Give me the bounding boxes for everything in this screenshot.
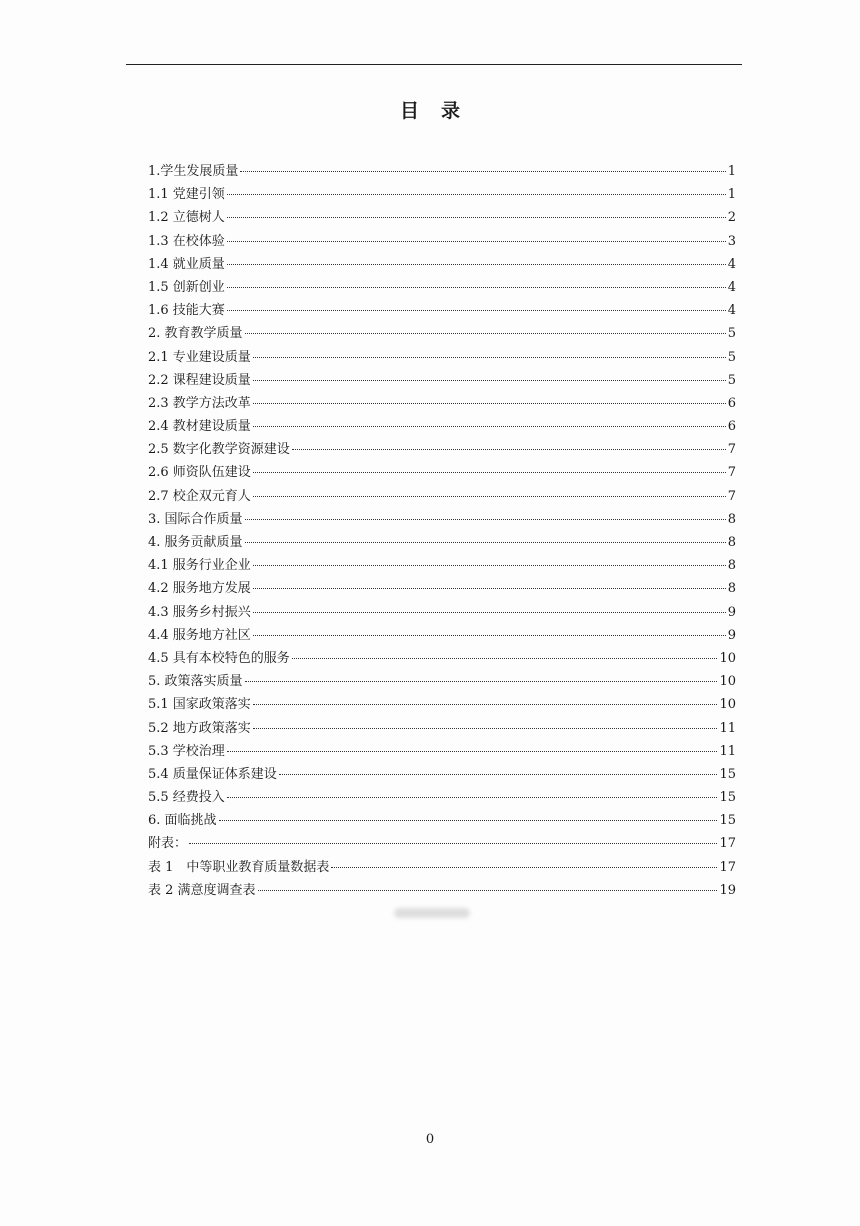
toc-entry-label: 4.3 服务乡村振兴 <box>148 604 251 620</box>
toc-entry-label: 2.5 数字化教学资源建设 <box>148 442 290 458</box>
toc-entry-label: 4.1 服务行业企业 <box>148 558 251 574</box>
page-number: 0 <box>425 1132 435 1147</box>
toc-entry-label: 4.2 服务地方发展 <box>148 581 251 597</box>
toc-entry-label: 4. 服务贡献质量 <box>148 535 243 550</box>
toc-entry-page: 19 <box>719 882 736 898</box>
toc-dot-leader <box>227 264 726 265</box>
toc-dot-leader <box>227 751 718 752</box>
toc-dot-leader <box>240 171 725 172</box>
toc-entry[interactable] <box>148 253 736 276</box>
toc-entry[interactable] <box>148 160 736 183</box>
toc-entry-page: 4 <box>727 303 736 319</box>
toc-entry-label: 3. 国际合作质量 <box>148 511 243 527</box>
toc-entry[interactable] <box>148 369 736 392</box>
toc-entry-page: 17 <box>719 836 736 852</box>
toc-entry-label: 5.1 国家政策落实 <box>148 697 251 713</box>
toc-entry-page: 10 <box>719 674 736 690</box>
toc-entry[interactable] <box>148 392 736 415</box>
toc-entry[interactable] <box>148 879 736 902</box>
toc-entry-label: 1.3 在校体验 <box>148 233 225 249</box>
toc-entry-page: 8 <box>727 511 736 527</box>
toc-dot-leader <box>253 612 726 613</box>
toc-entry-page: 17 <box>719 859 736 875</box>
toc-entry-page: 11 <box>719 743 736 759</box>
toc-entry[interactable] <box>148 809 736 832</box>
toc-dot-leader <box>245 519 726 520</box>
toc-dot-leader <box>292 658 718 659</box>
toc-entry[interactable] <box>148 322 736 345</box>
toc-dot-leader <box>253 380 726 381</box>
toc-entry-label: 6. 面临挑战 <box>148 813 217 829</box>
toc-entry-page: 4 <box>727 256 736 272</box>
toc-entry-page: 5 <box>727 326 736 342</box>
toc-dot-leader <box>227 287 726 288</box>
toc-entry-page: 11 <box>719 720 736 736</box>
toc-entry-page: 5 <box>727 372 736 388</box>
toc-entry[interactable] <box>148 415 736 438</box>
toc-entry[interactable] <box>148 670 736 693</box>
toc-entry-page: 7 <box>727 465 736 481</box>
toc-entry-page: 15 <box>719 790 736 806</box>
toc-entry-label: 1.4 就业质量 <box>148 256 225 272</box>
toc-entry[interactable] <box>148 531 736 554</box>
toc-entry-page: 10 <box>719 650 736 666</box>
toc-entry-label: 4.4 服务地方社区 <box>148 627 251 643</box>
toc-entry-label: 5.5 经费投入 <box>148 790 225 806</box>
toc-dot-leader <box>253 704 718 705</box>
toc-entry[interactable] <box>148 601 736 624</box>
toc-entry[interactable] <box>148 554 736 577</box>
toc-entry-page: 2 <box>727 210 736 226</box>
toc-entry-page: 7 <box>727 442 736 458</box>
toc-entry[interactable] <box>148 740 736 763</box>
toc-dot-leader <box>253 426 726 427</box>
toc-entry-label: 1.2 立德树人 <box>148 210 225 226</box>
toc-entry-label: 5.2 地方政策落实 <box>148 720 251 736</box>
toc-entry[interactable] <box>148 461 736 484</box>
toc-dot-leader <box>245 333 726 334</box>
toc-entry[interactable] <box>148 763 736 786</box>
toc-entry-page: 9 <box>727 627 736 643</box>
toc-dot-leader <box>253 496 726 497</box>
toc-entry-label: 5.3 学校治理 <box>148 743 225 759</box>
toc-dot-leader <box>253 635 726 636</box>
toc-entry-label: 2. 教育教学质量 <box>148 326 243 342</box>
toc-entry-label: 5. 政策落实质量 <box>148 674 243 690</box>
scan-smudge <box>394 908 470 918</box>
toc-entry-label: 附表： <box>148 836 188 852</box>
toc-entry-page: 7 <box>727 488 736 504</box>
toc-dot-leader <box>227 310 726 311</box>
toc-entry-label: 表 1 中等职业教育质量数据表 <box>148 859 330 875</box>
toc-entry-page: 10 <box>719 697 736 713</box>
toc-entry-label: 1.6 技能大赛 <box>148 303 225 319</box>
toc-dot-leader <box>258 890 718 891</box>
toc-dot-leader <box>227 797 718 798</box>
toc-entry-page: 8 <box>727 581 736 597</box>
toc-entry[interactable] <box>148 717 736 740</box>
toc-entry-page: 6 <box>727 419 736 435</box>
toc-entry-page: 9 <box>727 604 736 620</box>
toc-dot-leader <box>245 681 718 682</box>
toc-entry[interactable] <box>148 438 736 461</box>
table-of-contents <box>148 160 736 902</box>
toc-dot-leader <box>253 472 726 473</box>
toc-dot-leader <box>253 588 726 589</box>
toc-entry-label: 5.4 质量保证体系建设 <box>148 766 277 782</box>
toc-entry[interactable] <box>148 183 736 206</box>
toc-entry-label: 2.2 课程建设质量 <box>148 372 251 388</box>
toc-entry[interactable] <box>148 647 736 670</box>
toc-dot-leader <box>279 774 718 775</box>
toc-entry-label: 4.5 具有本校特色的服务 <box>148 650 290 666</box>
toc-entry-label: 1.学生发展质量 <box>148 164 239 179</box>
toc-entry-label: 2.4 教材建设质量 <box>148 419 251 435</box>
toc-entry-page: 8 <box>727 535 736 550</box>
toc-entry-label: 2.1 专业建设质量 <box>148 349 251 365</box>
toc-dot-leader <box>227 217 726 218</box>
toc-entry-label: 表 2 满意度调查表 <box>148 882 256 898</box>
toc-entry-page: 15 <box>719 766 736 782</box>
toc-dot-leader <box>227 194 726 195</box>
toc-dot-leader <box>253 357 726 358</box>
toc-entry-label: 1.1 党建引领 <box>148 187 225 203</box>
header-rule <box>126 64 742 65</box>
toc-entry[interactable] <box>148 299 736 322</box>
toc-entry-label: 2.6 师资队伍建设 <box>148 465 251 481</box>
page-title: 目录 <box>399 100 482 122</box>
toc-dot-leader <box>253 728 718 729</box>
toc-entry-page: 1 <box>727 164 736 179</box>
toc-entry-page: 4 <box>727 279 736 295</box>
toc-entry[interactable] <box>148 508 736 531</box>
toc-dot-leader <box>253 565 726 566</box>
toc-entry-page: 15 <box>719 813 736 829</box>
toc-entry[interactable] <box>148 832 736 855</box>
toc-dot-leader <box>227 241 726 242</box>
toc-dot-leader <box>245 542 726 543</box>
toc-entry[interactable] <box>148 485 736 508</box>
toc-entry-page: 6 <box>727 395 736 411</box>
toc-entry-label: 2.3 教学方法改革 <box>148 395 251 411</box>
toc-entry[interactable] <box>148 206 736 229</box>
toc-entry[interactable] <box>148 276 736 299</box>
toc-dot-leader <box>292 449 726 450</box>
toc-entry[interactable] <box>148 856 736 879</box>
toc-entry[interactable] <box>148 346 736 369</box>
toc-entry[interactable] <box>148 693 736 716</box>
toc-dot-leader <box>253 403 726 404</box>
toc-entry[interactable] <box>148 624 736 647</box>
toc-entry[interactable] <box>148 230 736 253</box>
toc-entry-page: 3 <box>727 233 736 249</box>
toc-entry[interactable] <box>148 786 736 809</box>
toc-dot-leader <box>189 843 717 844</box>
toc-dot-leader <box>331 867 717 868</box>
toc-entry[interactable] <box>148 577 736 600</box>
toc-entry-label: 2.7 校企双元育人 <box>148 488 251 504</box>
toc-dot-leader <box>219 820 718 821</box>
toc-entry-page: 1 <box>727 187 736 203</box>
toc-entry-page: 5 <box>727 349 736 365</box>
toc-entry-page: 8 <box>727 558 736 574</box>
toc-entry-label: 1.5 创新创业 <box>148 279 225 295</box>
